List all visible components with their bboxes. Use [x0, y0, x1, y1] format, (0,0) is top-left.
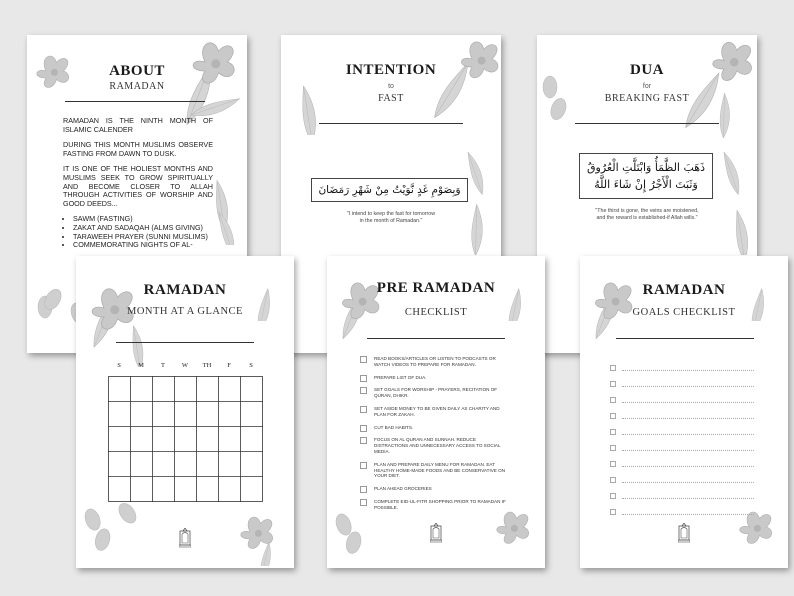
page-subtitle: CHECKLIST: [404, 307, 468, 318]
page-title: INTENTION: [345, 62, 437, 78]
arabic-text: وَبِصَوْمِ غَدٍ نَّوَيْتُ مِنْ شَهْرِ رَمَضَانَ: [318, 184, 461, 196]
checklist-item[interactable]: READ BOOKS/ARTICLES OR LISTEN TO PODCASTS OR WATCH VIDEOS TO PREPARE FOR RAMADAN.: [360, 356, 510, 368]
goal-checkbox[interactable]: [610, 429, 616, 435]
weekday-label: S: [249, 362, 253, 369]
weekday-label: T: [161, 362, 165, 369]
goal-checkbox[interactable]: [610, 477, 616, 483]
floral-decoration: [327, 256, 407, 356]
page-subtitle: GOALS CHECKLIST: [632, 307, 736, 318]
subtitle-connector: for: [642, 83, 652, 90]
page-subtitle: RAMADAN: [109, 81, 165, 92]
checklist-item[interactable]: COMPLETE EID-UL-FITR SHOPPING PRIOR TO RAMADAN IF POSSIBLE.: [360, 499, 510, 511]
page-title: PRE RAMADAN: [376, 280, 496, 296]
divider: [319, 123, 463, 124]
weekday-label: TH: [202, 362, 212, 369]
goal-line[interactable]: [622, 418, 754, 419]
translation-caption: [281, 211, 501, 225]
goal-line[interactable]: [622, 434, 754, 435]
page-title: ABOUT: [109, 63, 165, 79]
floral-decoration: [580, 256, 660, 356]
caption-line: and the reward is established-if Allah wills.": [596, 215, 698, 221]
goal-checkbox[interactable]: [610, 413, 616, 419]
divider: [116, 342, 254, 343]
goal-line[interactable]: [622, 402, 754, 403]
goal-line[interactable]: [622, 514, 754, 515]
goal-checkbox[interactable]: [610, 445, 616, 451]
weekday-label: M: [138, 362, 144, 369]
goal-checkbox[interactable]: [610, 461, 616, 467]
goal-line[interactable]: [622, 466, 754, 467]
page-title: RAMADAN: [642, 282, 726, 298]
checklist-item[interactable]: PREPARE LIST OF DUA.: [360, 375, 510, 381]
goal-checkbox[interactable]: [610, 509, 616, 515]
list-item: • ZAKAT AND SADAQAH (ALMS GIVING): [73, 224, 213, 233]
weekday-label: F: [227, 362, 231, 369]
list-item: • TARAWEEH PRAYER (SUNNI MUSLIMS): [73, 233, 213, 242]
goal-line[interactable]: [622, 498, 754, 499]
paragraph: IT IS ONE OF THE HOLIEST MONTHS AND MUSLIMS SEEK TO GROW SPIRITUALLY AND BECOME CLOSER TO ALLAH THROUGH ACTIVITIES OF WORSHIP AND GOOD DEEDS...: [63, 164, 213, 208]
about-body: [63, 117, 213, 250]
goal-line[interactable]: [622, 370, 754, 371]
caption-line: "The thirst is gone, the veins are moistened,: [595, 208, 699, 214]
page-subtitle: MONTH AT A GLANCE: [127, 306, 243, 317]
checklist-item[interactable]: CUT BAD HABITS.: [360, 425, 510, 431]
arabic-text: ذَهَبَ الظَّمَأُ وَابْتَلَّتِ الْعُرُوقُ: [587, 161, 705, 174]
translation-caption: [537, 208, 757, 222]
calendar-grid: [108, 376, 263, 503]
lantern-icon: [179, 528, 191, 548]
weekday-label: S: [117, 362, 121, 369]
goal-checkbox[interactable]: [610, 365, 616, 371]
floral-decoration: [231, 501, 294, 566]
goal-line[interactable]: [622, 450, 754, 451]
arabic-text: وَثَبَتَ الْأَجْرُ إِنْ شَاءَ اللَّهُ: [594, 178, 698, 191]
intention-arabic-box: [311, 178, 468, 202]
pre-ramadan-checklist: [360, 356, 510, 518]
page-goals-checklist: [580, 256, 788, 568]
divider: [616, 338, 754, 339]
checklist-item[interactable]: SET GOALS FOR WORSHIP - PRAYERS, RECITATION OF QURAN, DHIKR.: [360, 387, 510, 399]
page-title: DUA: [630, 62, 664, 78]
floral-decoration: [76, 496, 146, 566]
activities-list: [63, 215, 213, 249]
divider: [367, 338, 505, 339]
divider: [575, 123, 719, 124]
page-title: RAMADAN: [143, 282, 227, 298]
page-subtitle: FAST: [378, 93, 404, 104]
divider: [65, 101, 205, 102]
goal-line[interactable]: [622, 386, 754, 387]
floral-decoration: [712, 135, 757, 255]
lantern-icon: [678, 523, 690, 543]
subtitle-connector: to: [388, 83, 394, 90]
goal-checkbox[interactable]: [610, 397, 616, 403]
floral-decoration: [27, 40, 87, 120]
weekday-header: [108, 362, 262, 369]
dua-arabic-box: [579, 153, 713, 199]
list-item: • COMMEMORATING NIGHTS OF AL-: [73, 241, 213, 250]
floral-decoration: [730, 496, 788, 566]
page-month-at-a-glance: [76, 256, 294, 568]
checklist-item[interactable]: PLAN AND PREPARE DAILY MENU FOR RAMADAN. EAT HEALTHY HOME-MADE FOODS AND BE CONSERVATIVE ON YOUR DIET.: [360, 462, 510, 479]
paragraph: DURING THIS MONTH MUSLIMS OBSERVE FASTING FROM DAWN TO DUSK.: [63, 140, 213, 158]
checklist-item[interactable]: FOCUS ON AL QURAN AND SUNNAH. REDUCE DISTRACTIONS AND UNNECESSARY ACCESS TO SOCIAL MEDIA.: [360, 437, 510, 454]
checklist-item[interactable]: SET ASIDE MONEY TO BE GIVEN DAILY AS CHARITY AND PLAN FOR ZAKAH.: [360, 406, 510, 418]
goal-checkbox[interactable]: [610, 381, 616, 387]
caption-line: in the month of Ramadan.": [359, 218, 423, 224]
lantern-icon: [430, 523, 442, 543]
weekday-label: W: [181, 362, 189, 369]
goal-line[interactable]: [622, 482, 754, 483]
list-item: • SAWM (FASTING): [73, 215, 213, 224]
page-pre-ramadan-checklist: [327, 256, 545, 568]
caption-line: "I intend to keep the fast for tomorrow: [346, 211, 436, 217]
paragraph: RAMADAN IS THE NINTH MONTH OF ISLAMIC CALENDER: [63, 116, 213, 134]
page-subtitle: BREAKING FAST: [604, 93, 690, 104]
checklist-item[interactable]: PLAN AHEAD GROCERIES: [360, 486, 510, 492]
goal-checkbox[interactable]: [610, 493, 616, 499]
